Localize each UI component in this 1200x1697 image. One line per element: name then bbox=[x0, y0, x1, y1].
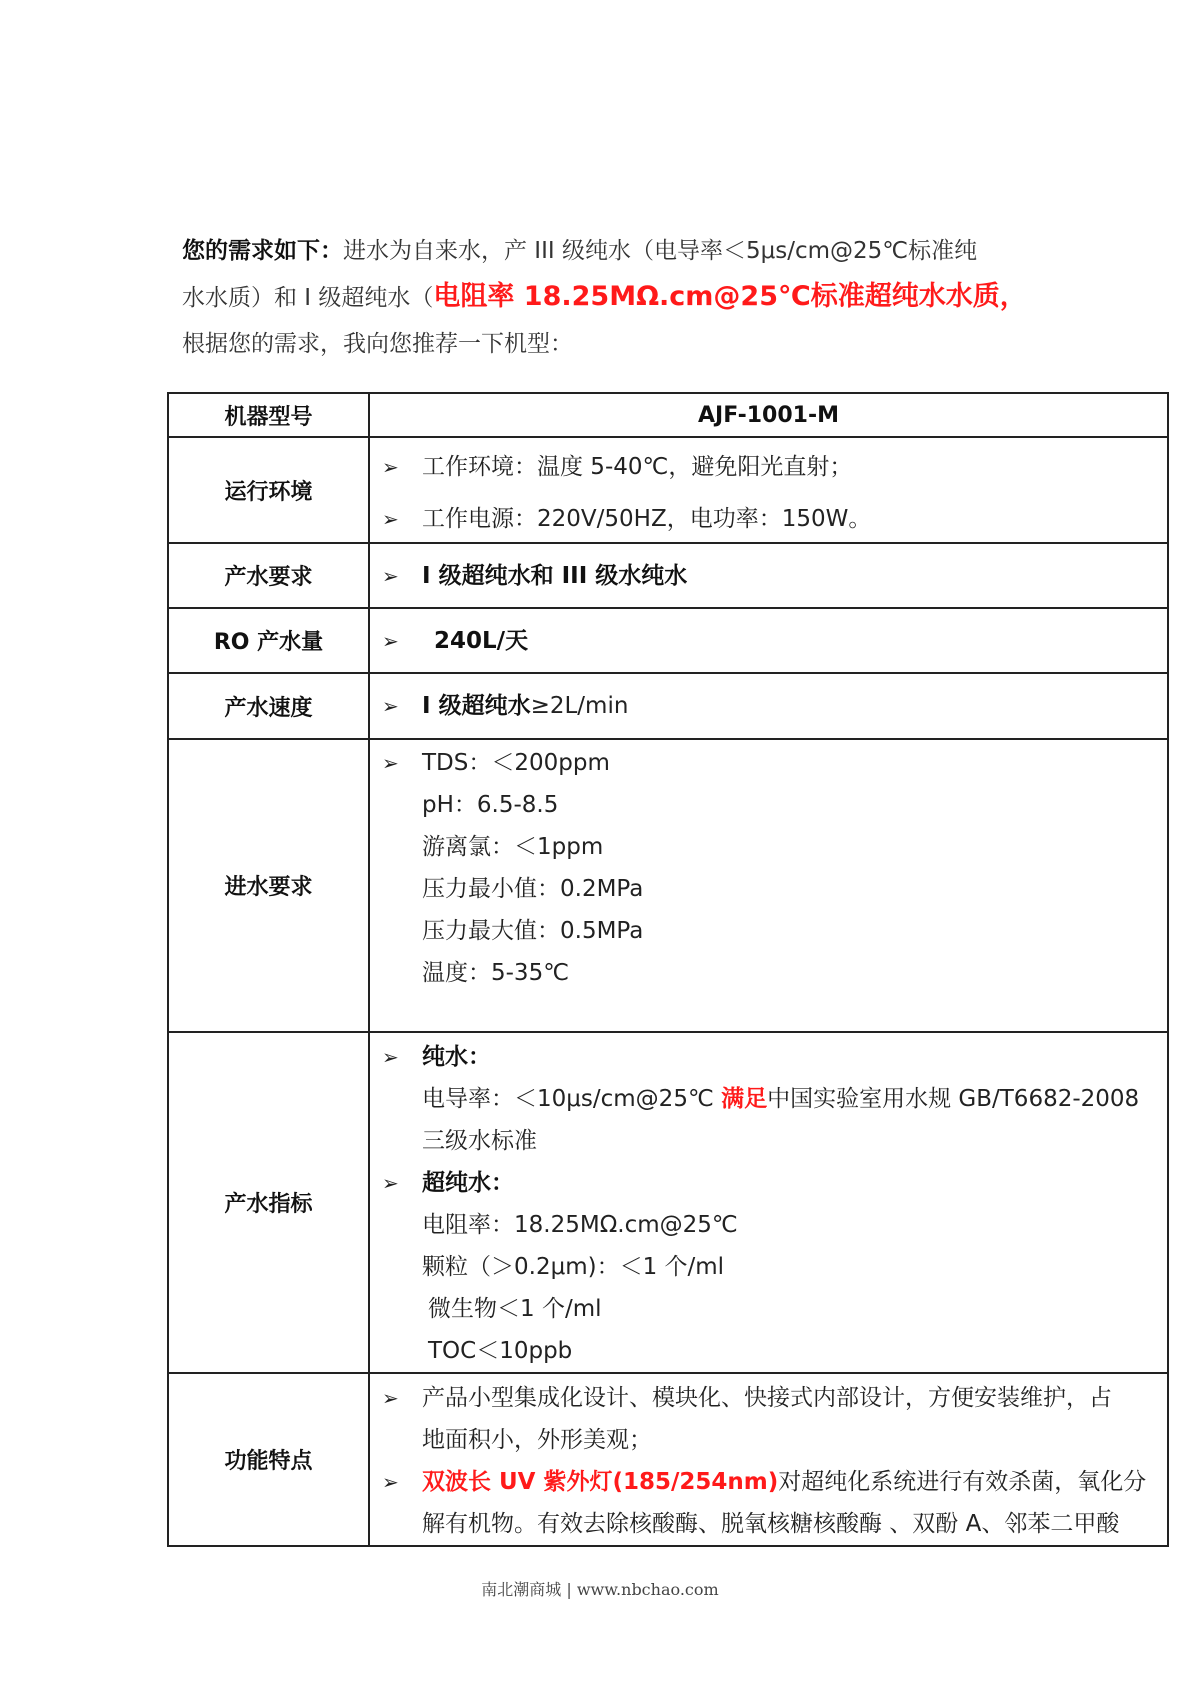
feat-label: 功能特点 bbox=[168, 1373, 369, 1546]
list-item: ➢ 240L/天 bbox=[370, 620, 1167, 662]
spec-table bbox=[167, 392, 1169, 1547]
row-environment bbox=[168, 437, 1168, 543]
arrow-bullet-icon: ➢ bbox=[382, 1470, 399, 1494]
arrow-bullet-icon: ➢ bbox=[382, 1045, 399, 1069]
intro-line-1: 您的需求如下：进水为自来水，产 III 级纯水（电导率＜5μs/cm@25℃标准纯 bbox=[182, 238, 978, 264]
intro-paragraph bbox=[182, 228, 1082, 367]
speed-label: 产水速度 bbox=[168, 673, 369, 739]
list-item: ➢ 工作电源：220V/50HZ，电功率：150W。 bbox=[370, 498, 1167, 540]
arrow-bullet-icon: ➢ bbox=[382, 751, 399, 775]
list-item: ➢ I 级超纯水≥2L/min bbox=[370, 685, 1167, 727]
output-label: 产水指标 bbox=[168, 1032, 369, 1373]
list-item: 压力最大值：0.5MPa bbox=[422, 918, 644, 944]
intro-line-3: 根据您的需求，我向您推荐一下机型： bbox=[182, 331, 573, 357]
row-model bbox=[168, 393, 1168, 437]
row-inlet-requirement bbox=[168, 739, 1168, 1032]
list-item: 压力最小值：0.2MPa bbox=[422, 876, 644, 902]
list-item: 颗粒（＞0.2μm)：＜1 个/ml bbox=[422, 1254, 725, 1280]
list-item: 电导率：＜10μs/cm@25℃ 满足中国实验室用水规 GB/T6682-2008 bbox=[422, 1086, 1140, 1112]
inlet-label: 进水要求 bbox=[168, 739, 369, 1032]
list-item: 地面积小，外形美观； bbox=[422, 1427, 652, 1453]
list-item: TOC＜10ppb bbox=[428, 1338, 573, 1364]
list-item: pH：6.5-8.5 bbox=[422, 792, 559, 818]
list-item: ➢ 超纯水： bbox=[370, 1162, 1167, 1204]
list-item: ➢ 纯水： bbox=[370, 1036, 1167, 1078]
list-item: 游离氯：＜1ppm bbox=[422, 834, 604, 860]
arrow-bullet-icon: ➢ bbox=[382, 563, 399, 588]
arrow-bullet-icon: ➢ bbox=[382, 628, 399, 653]
intro-line-2: 水水质）和 I 级超纯水（电阻率 18.25MΩ.cm@25℃标准超纯水水质， bbox=[182, 281, 1027, 312]
row-output-spec bbox=[168, 1032, 1168, 1373]
arrow-bullet-icon: ➢ bbox=[382, 1386, 399, 1410]
list-item: 电阻率：18.25MΩ.cm@25℃ bbox=[422, 1212, 738, 1238]
row-features bbox=[168, 1373, 1168, 1546]
row-output-requirement bbox=[168, 543, 1168, 608]
arrow-bullet-icon: ➢ bbox=[382, 694, 399, 718]
row-ro-output bbox=[168, 608, 1168, 673]
list-item: ➢ TDS：＜200ppm bbox=[370, 742, 1167, 784]
arrow-bullet-icon: ➢ bbox=[382, 455, 399, 479]
list-item: ➢ 产品小型集成化设计、模块化、快接式内部设计，方便安装维护，占 bbox=[370, 1377, 1167, 1419]
model-value: AJF-1001-M bbox=[369, 393, 1168, 437]
list-item: 三级水标准 bbox=[422, 1128, 537, 1154]
list-item: 微生物＜1 个/ml bbox=[428, 1296, 602, 1322]
ro-label: RO 产水量 bbox=[168, 608, 369, 673]
list-item: 温度：5-35℃ bbox=[422, 960, 570, 986]
env-label: 运行环境 bbox=[168, 437, 369, 543]
arrow-bullet-icon: ➢ bbox=[382, 507, 399, 531]
list-item: ➢ 工作环境：温度 5-40℃，避免阳光直射； bbox=[370, 446, 1167, 488]
arrow-bullet-icon: ➢ bbox=[382, 1171, 399, 1195]
model-label: 机器型号 bbox=[168, 393, 369, 437]
list-item: ➢ 双波长 UV 紫外灯(185/254nm)对超纯化系统进行有效杀菌，氧化分 bbox=[370, 1461, 1167, 1503]
list-item: 解有机物。有效去除核酸酶、脱氧核糖核酸酶 、双酚 A、邻苯二甲酸 bbox=[422, 1511, 1120, 1537]
row-output-speed bbox=[168, 673, 1168, 739]
req-label: 产水要求 bbox=[168, 543, 369, 608]
footer-text: 南北潮商城 | www.nbchao.com bbox=[481, 1580, 719, 1599]
list-item: ➢ I 级超纯水和 III 级水纯水 bbox=[370, 555, 1167, 597]
